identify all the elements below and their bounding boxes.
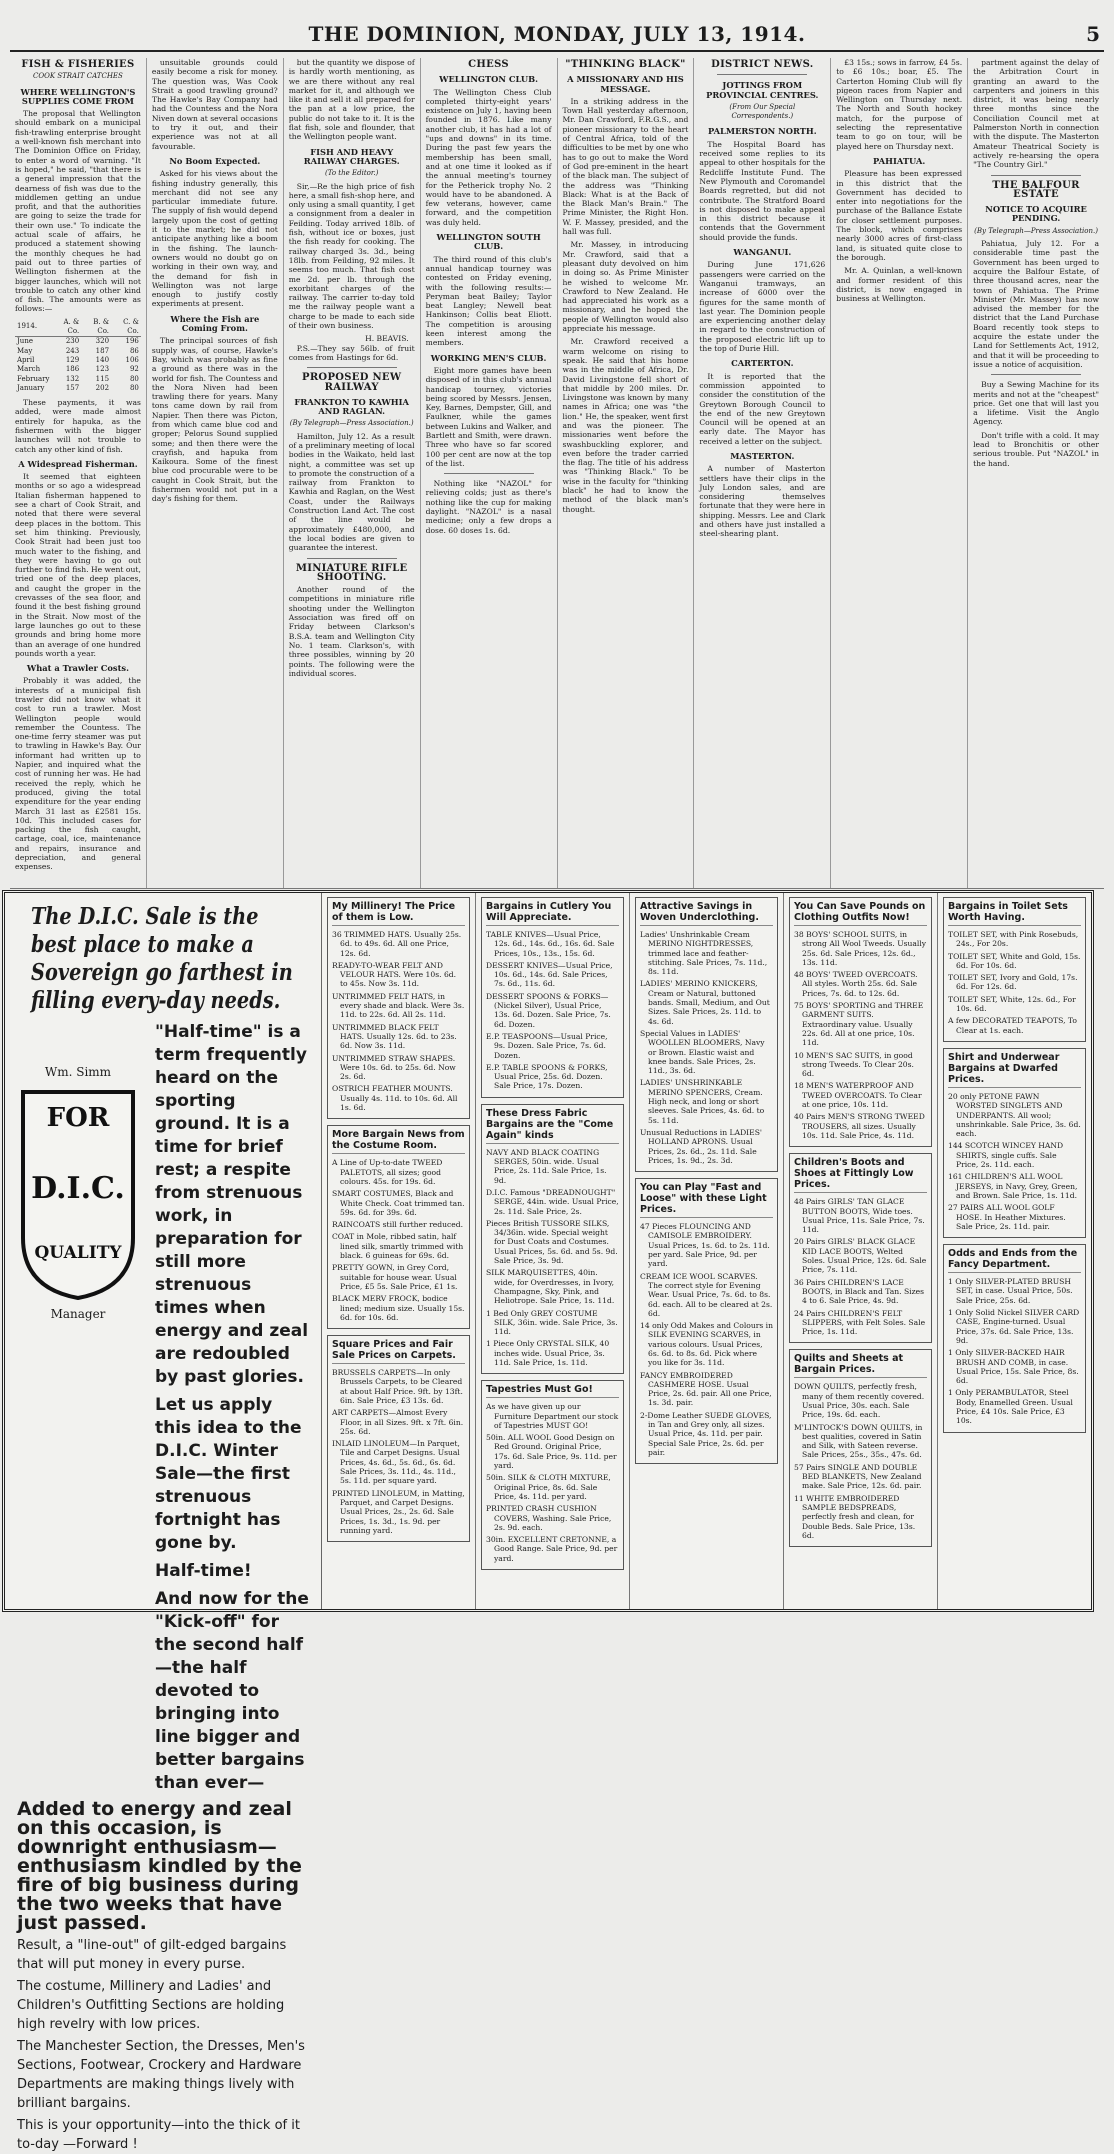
box-title: Shirt and Underwear Bargains at Dwarfed Prices. xyxy=(948,1052,1081,1088)
list-item: 57 Pairs SINGLE AND DOUBLE BED BLANKETS, New Zealand make. Sale Price, 12s. 6d. pair. xyxy=(794,1462,922,1491)
list-item: Unusual Reductions in LADIES' HOLLAND APRONS. Usual Prices, 2s. 6d., 2s. 11d. Sale Prices, 1s. 9d., 2s. 3d. xyxy=(640,1127,762,1165)
list-item: Special Values in LADIES' WOOLLEN BLOOMERS, Navy or Brown. Elastic waist and knee bands. Sale Prices, 2s. 11d., 3s. 6d. xyxy=(640,1028,765,1076)
bargain-box-tapestries xyxy=(481,1380,624,1570)
list-item: INLAID LINOLEUM—In Parquet, Tile and Carpet Designs. Usual Prices, 4s. 6d., 5s. 6d., 6s. 6d. Sale Prices, 3s. 11d., 4s. 11d., 5s. 11d. per square yard. xyxy=(332,1439,460,1486)
cheque-table xyxy=(15,318,141,393)
box-title: Quilts and Sheets at Bargain Prices. xyxy=(794,1353,927,1378)
list-item: 75 BOYS' SPORTING and THREE GARMENT SUITS. Extraordinary value. Usually 22s. 6d. All at one price, 10s. 11d. xyxy=(794,1001,924,1048)
list-item: TABLE KNIVES—Usual Price, 12s. 6d., 14s. 6d., 16s. 6d. Sale Prices, 10s., 13s., 15s. 6d. xyxy=(486,930,615,958)
list-item: 50in. SILK & CLOTH MIXTURE, Original Price, 8s. 6d. Sale Price, 4s. 11d. per yard. xyxy=(486,1473,611,1501)
column-2 xyxy=(147,58,284,888)
paragraph: Mr. A. Quinlan, a well-known and former resident of this district, is now engaged in business at Wellington. xyxy=(836,266,963,304)
list-item: 1 Piece Only CRYSTAL SILK, 40 inches wide. Usual Price, 3s. 11d. Sale Price, 1s. 11d. xyxy=(486,1339,610,1367)
paragraph: The proposal that Wellington should embark on a municipal fish-trawling enterprise brought a well-known fish merchant into The Dominion Office on Friday, to enter a word of warning. "It is hoped," he said, "that there is a general impression that the dearness of fish was due to the middlemen getting an undue profit, and that the authorities are going to seize the trade for their own use." To indicate the actual scale of affairs, he produced a statement showing the monthly cheques he had paid out to three parties of Wellington fishermen at the bigger launches, which will not trouble to catch any other kind of fish. The amounts were as follows:— xyxy=(15,109,141,314)
headline: MINIATURE RIFLE SHOOTING. xyxy=(295,562,408,583)
page-number: 5 xyxy=(1086,22,1100,46)
column-3 xyxy=(284,58,421,888)
list-item: 30in. EXCELLENT CRETONNE, a Good Range. Sale Price, 9d. per yard. xyxy=(486,1535,618,1563)
box-title: You can Play "Fast and Loose" with these Light Prices. xyxy=(640,1182,773,1218)
bargain-column-1 xyxy=(322,893,476,1609)
bargain-columns xyxy=(322,893,1091,1609)
paragraph: During June 171,626 passengers were carried on the Wanganui tramways, an increase of 6000 over the figures for the same month of last year. The Dominion people are experiencing another delay in regard to the construction of the proposed electric lift up to the top of Durie Hill. xyxy=(699,260,826,354)
promo-body xyxy=(155,1021,309,1795)
list-item: TOILET SET, White, 12s. 6d., For 10s. 6d. xyxy=(948,994,1076,1014)
list-item: OSTRICH FEATHER MOUNTS. Usually 4s. 11d. to 10s. 6d. All 1s. 6d. xyxy=(332,1084,458,1113)
headline: DISTRICT NEWS. xyxy=(711,59,814,70)
column-7 xyxy=(831,58,968,888)
byline: (To the Editor.) xyxy=(325,169,379,178)
subheading: What a Trawler Costs. xyxy=(26,663,129,674)
list-item: 18 MEN'S WATERPROOF AND TWEED OVERCOATS. To Clear at one price, 10s. 11d. xyxy=(794,1081,922,1110)
divider xyxy=(444,473,534,474)
list-item: TOILET SET, Ivory and Gold, 17s. 6d. For 12s. 6d. xyxy=(948,973,1078,992)
subheading: A Widespread Fisherman. xyxy=(18,458,138,469)
subheading: JOTTINGS FROM PROVINCIAL CENTRES. xyxy=(706,80,819,100)
masthead xyxy=(10,6,1104,52)
logo-word-dic: D.I.C. xyxy=(31,1171,125,1206)
signature: H. BEAVIS. xyxy=(365,334,409,344)
news-columns xyxy=(10,58,1104,889)
bargain-box-shirts xyxy=(943,1048,1086,1238)
list-item: RAINCOATS still further reduced. xyxy=(332,1220,463,1230)
paragraph: £3 15s.; sows in farrow, £4 5s. to £6 10s.; boar, £5. The Carterton Homing Club will fly pigeon races from Napier and Wellington on Thursday next. The North and South hockey match, for the purpose of selecting the representative team to go on tour, will be played here on Thursday next. xyxy=(836,58,963,151)
paragraph: Asked for his views about the fishing industry generally, this merchant did not see any particular immediate future. The supply of fish would depend largely upon the cost of getting it to the market; he did not anticipate anything like a boom in the fishing. The launch-owners would no doubt go on working in their own way, and the demand for fish in Wellington was not large enough to justify costly experiments at present. xyxy=(151,169,278,309)
paragraph: Pleasure has been expressed in this district that the Government has decided to enter into negotiations for the purchase of the Ballance Estate for closer settlement purposes. The block, which comprises nearly 3000 acres of first-class land, is situated quite close to the borough. xyxy=(836,169,963,262)
list-item: 14 only Odd Makes and Colours in SILK EVENING SCARVES, in various colours. Usual Prices, 6s. 6d. to 8s. 6d. Pick where you like for 3s. 11d. xyxy=(640,1321,773,1368)
advert-paragraph: Don't trifle with a cold. It may lead to Bronchitis or other serious trouble. Put "NAZOL" in the hand. xyxy=(973,430,1099,468)
logo-word-quality: QUALITY xyxy=(34,1243,122,1263)
list-item: 20 only PETONE FAWN WORSTED SINGLETS AND UNDERPANTS. All wool; unshrinkable. Sale Price, 3s. 6d. each. xyxy=(948,1091,1081,1139)
divider xyxy=(717,74,807,75)
list-item: 27 PAIRS ALL WOOL GOLF HOSE. In Heather Mixtures. Sale Price, 2s. 11d. pair. xyxy=(948,1203,1066,1231)
bargain-column-2 xyxy=(476,893,630,1609)
list-item: 1 Only Solid Nickel SILVER CARD CASE, Engine-turned. Usual Price, 37s. 6d. Sale Price, 13s. 9d. xyxy=(948,1308,1080,1345)
bargain-column-5 xyxy=(938,893,1091,1609)
paragraph: It seemed that eighteen months or so ago a widespread Italian fisherman happened to see a chart of Cook Strait, and noted that there were several deep places in the bottom. This set him thinking. Previously, Cook Strait had been just too much water to the fishing, and they were having to go out further to find fish. He went out, tried one of the deep places, and caught the groper in the crevasses of the sea floor, and found it the best fishing ground in the Strait. Now most of the large launches go out to these grounds and bring home more than an average of one hundred pounds worth a year. xyxy=(15,472,141,658)
paragraph: Probably it was added, the interests of a municipal fish trawler did not know what it cost to run a trawler. Most Wellington people would remember the Countess. The one-time ferry steamer was put to trawling in Hawke's Bay. Our informant had written up to Napier, and inquired what the cost of running her was. He had received the reply, which he produced, giving the total expenditure for the year ending March 31 last as £2581 15s. 10d. This included cases for packing the fish caught, cartage, coal, ice, maintenance and repairs, insurance and depreciation, and general expenses. xyxy=(15,676,141,872)
subheading: CARTERTON. xyxy=(731,358,794,369)
column-6 xyxy=(694,58,831,888)
paragraph: Hamilton, July 12. As a result of a preliminary meeting of local bodies in the Waikato, held last night, a committee was set up to promote the construction of a railway from Frankton to Kawhia and Raglan, on the West Coast, under the Railways Construction Land Act. The cost of the line would be approximately £480,000, and the local bodies are given to guarantee the interest. xyxy=(288,431,415,553)
paragraph: Another round of the competitions in miniature rifle shooting under the Wellington Association was fired off on Friday between Clarkson's B.S.A. team and Wellington City No. 1 team. Clarkson's, with three possibles, winning by 20 points. The following were the individual scores. xyxy=(288,585,415,678)
subheading: NOTICE TO ACQUIRE PENDING. xyxy=(985,204,1087,224)
paragraph: A number of Masterton settlers have their clips in the July London sales, and are considering themselves fortunate that they were here in shipping. Messrs. Lee and Clark and others have just installed a steel-shearing plant. xyxy=(699,464,826,539)
paragraph: The Wellington Chess Club completed thirty-eight years' existence on July 1, having been founded in 1876. Like many another club, it has had a lot of "ups and downs" in its time. During the past few years the membership has been small, and at one time it looked as if the annual meeting's tourney for the Petherick trophy No. 2 would have to be abandoned. A few veterans, however, came forward, and the competition was duly held. xyxy=(425,87,552,227)
subheading: WHERE WELLINGTON'S SUPPLIES COME FROM xyxy=(20,86,136,106)
list-item: DESSERT KNIVES—Usual Price, 10s. 6d., 14s. 6d. Sale Prices, 7s. 6d., 11s. 6d. xyxy=(486,960,613,989)
list-item: 10 MEN'S SAC SUITS, in good strong Tweeds. To Clear 20s. 6d. xyxy=(794,1050,914,1079)
bargain-box-quilts xyxy=(789,1349,932,1547)
bargain-column-3 xyxy=(630,893,784,1609)
paragraph: unsuitable grounds could easily become a risk for money. The question was, Was Cook Strait a good trawling ground? The Hawke's Bay Company had had the Countess and the Nora Niven down at several occasions to try it out, and their experience was not at all favourable. xyxy=(151,58,278,151)
bargain-box-fancy-department xyxy=(943,1244,1086,1432)
paragraph: It is reported that the commission appointed to consider the constitution of the Greytown Borough Council to the end of the new Greytown Council will be opened at an early date. The Mayor has received a letter on the subject. xyxy=(699,371,826,446)
table-header-row: 1914. A. & Co. B. & Co. C. & Co. xyxy=(17,317,139,336)
dic-quality-shield-logo xyxy=(19,1088,137,1302)
box-title: Bargains in Toilet Sets Worth Having. xyxy=(948,901,1081,926)
box-title: My Millinery! The Price of them is Low. xyxy=(332,901,465,926)
list-item: 2-Dome Leather SUEDE GLOVES, in Tan and Grey only, all sizes. Usual Price, 4s. 11d. per pair. Special Sale Price, 2s. 6d. per pair. xyxy=(640,1410,772,1457)
column-4 xyxy=(421,58,558,888)
paragraph: partment against the delay of the Arbitration Court in granting an award to the carpenters and joiners in this district, it was being nearly three months since the Conciliation Council met at Palmerston North in connection with the dispute. The Masterton Amateur Theatrical Society is actively re-hearsing the opera "The Country Girl." xyxy=(973,58,1099,170)
bargain-box-clothing xyxy=(789,897,932,1147)
headline: PROPOSED NEW RAILWAY xyxy=(302,372,402,393)
list-item: SMART COSTUMES, Black and White Check. Coat trimmed tan. 59s. 6d. for 39s. 6d. xyxy=(332,1189,465,1217)
list-item: TOILET SET, White and Gold, 15s. 6d. For 10s. 6d. xyxy=(948,951,1081,970)
paragraph: These payments, it was added, were made almost entirely for hapuka, as the fishermen with the bigger launches will not trouble to catch any other kind of fish. xyxy=(15,398,141,454)
bargain-box-toilet-sets xyxy=(943,897,1086,1042)
byline: (From Our Special Correspondents.) xyxy=(729,102,796,121)
promo-text: "Half-time" is a term frequently heard on the sporting ground. It is a time for brief rest; a respite from strenuous work, in preparation for still more strenuous times when energy and zeal are redoubled by past glories. xyxy=(155,1022,309,1387)
divider xyxy=(307,558,397,559)
divider xyxy=(991,175,1081,176)
subheading: WELLINGTON CLUB. xyxy=(439,74,538,85)
box-title: Square Prices and Fair Sale Prices on Carpets. xyxy=(332,1339,465,1364)
subheading: PALMERSTON NORTH. xyxy=(707,126,817,137)
bargain-box-dress-fabrics xyxy=(481,1104,624,1375)
masthead-title: THE DOMINION, MONDAY, JULY 13, 1914. xyxy=(308,22,806,46)
subheading: Where the Fish are Coming From. xyxy=(170,313,260,334)
list-item: READY-TO-WEAR FELT AND VELOUR HATS. Were 10s. 6d. to 45s. Now 3s. 11d. xyxy=(332,960,457,989)
subheading: FISH AND HEAVY RAILWAY CHARGES. xyxy=(303,146,400,166)
paragraph: Mr. Massey, in introducing Mr. Crawford, said that a pleasant duty devolved on him in doing so. As Prime Minister he wished to welcome Mr. Crawford to New Zealand. He had appreciated his work as a missionary, and he hoped the people of Wellington would also appreciate his message. xyxy=(562,240,689,334)
bargain-box-carpets xyxy=(327,1335,470,1542)
list-item: UNTRIMMED STRAW SHAPES. Were 10s. 6d. to 25s. 6d. Now 2s. 6d. xyxy=(332,1053,456,1082)
bargain-box-light-prices xyxy=(635,1178,778,1464)
list-item: PRETTY GOWN, in Grey Cord, suitable for house wear. Usual Price, £5 5s. Sale Price, £1 1s. xyxy=(332,1263,458,1291)
list-item: UNTRIMMED FELT HATS, in every shade and black. Were 3s. 11d. to 22s. 6d. All 2s. 11d. xyxy=(332,991,465,1020)
list-item: BRUSSELS CARPETS—In only Brussels Carpets, to be Cleared at about Half Price. 9ft. by 13ft. 6in. Sale Price, £3 13s. 6d. xyxy=(332,1368,463,1405)
list-item: LADIES' UNSHRINKABLE MERINO SPENCERS, Cream. High neck, and long or short sleeves. Sale Prices, 4s. 6d. to 5s. 11d. xyxy=(640,1078,765,1125)
list-item: 36 TRIMMED HATS. Usually 25s. 6d. to 49s. 6d. All one Price, 12s. 6d. xyxy=(332,930,462,958)
promo-text: Result, a "line-out" of gilt-edged bargains that will put money in every purse. xyxy=(17,1938,287,1972)
promo-text: Let us apply this idea to the D.I.C. Winter Sale—the first strenuous fortnight has gone by. xyxy=(155,1395,302,1553)
logo-role: Manager xyxy=(50,1307,106,1321)
table-row: June 230 320 196 xyxy=(17,337,139,346)
divider xyxy=(307,367,397,368)
byline: (By Telegraph—Press Association.) xyxy=(974,226,1098,235)
paragraph: Pahiatua, July 12. For a considerable time past the Government has been urged to acquire the Balfour Estate, of three thousand acres, near the town of Pahiatua. The Prime Minister (Mr. Massey) has now advised the member for the district that the Land Purchase Board recently took steps to acquire the estate under the Land for Settlements Act, 1912, and that it will be proceeding to issue a notice of acquisition. xyxy=(973,239,1099,369)
promo-text: And now for the "Kick-off" for the second half—the half devoted to bringing into line bigger and better bargains than ever— xyxy=(155,1589,309,1793)
box-title: Bargains in Cutlery You Will Appreciate. xyxy=(486,901,619,926)
list-item: CREAM ICE WOOL SCARVES. The correct style for Evening Wear. Usual Price, 7s. 6d. to 8s. 6d. each. All to be cleared at 2s. 6d. xyxy=(640,1271,773,1318)
table-row: May 243 187 86 xyxy=(17,346,139,355)
logo-name: Wm. Simm xyxy=(44,1065,112,1079)
list-item: COAT in Mole, ribbed satin, half lined silk, smartly trimmed with black. 6 guineas for 69s. 6d. xyxy=(332,1232,464,1261)
promo-text: Added to energy and zeal on this occasion, is downright enthusiasm—enthusiasm kindled by the fire of big business during the two weeks that have just passed. xyxy=(17,1798,302,1934)
table-row: April 129 140 106 xyxy=(17,355,139,364)
list-item: 48 Pairs GIRLS' TAN GLACE BUTTON BOOTS, Wide toes. Usual Price, 11s. Sale Price, 7s. 11d. xyxy=(794,1197,925,1235)
list-item: 1 Bed Only GREY COSTUME SILK, 36in. wide. Sale Price, 3s. 11d. xyxy=(486,1308,618,1337)
list-item: 36 Pairs CHILDREN'S LACE BOOTS, in Black and Tan. Sizes 4 to 6. Sale Price, 4s. 9d. xyxy=(794,1277,924,1306)
list-item: 1 Only SILVER-PLATED BRUSH SET, in case. Usual Price, 50s. Sale Price, 25s. 6d. xyxy=(948,1277,1073,1305)
column-5 xyxy=(558,58,695,888)
list-item: 161 CHILDREN'S ALL WOOL JERSEYS, in Navy, Grey, Green, and Brown. Sale Price, 1s. 11d. xyxy=(948,1172,1078,1200)
list-item: D.I.C. Famous "DREADNOUGHT" SERGE, 44in. wide. Usual Price, 2s. 11d. Sale Price, 2s. xyxy=(486,1187,619,1216)
promo-text: The Manchester Section, the Dresses, Men's Sections, Footwear, Crockery and Hardware Departments are making things lively with brilliant bargains. xyxy=(17,2039,305,2111)
list-item: 47 Pieces FLOUNCING AND CAMISOLE EMBROIDERY. Usual Prices, 1s. 6d. to 2s. 11d. per yard. Sale Price, 9d. per yard. xyxy=(640,1222,770,1269)
subheading: FRANKTON TO KAWHIA AND RAGLAN. xyxy=(294,396,409,417)
box-title: These Dress Fabric Bargains are the "Come Again" kinds xyxy=(486,1108,619,1144)
list-item: ART CARPETS—Almost Every Floor, in all Sizes. 9ft. x 7ft. 6in. 25s. 6d. xyxy=(332,1408,464,1436)
ad-headline: The D.I.C. Sale is the best place to make a Sovereign go farthest in filling every-day needs. xyxy=(31,903,293,1014)
box-title: Tapestries Must Go! xyxy=(486,1384,619,1398)
list-item: 144 SCOTCH WINCEY HAND SHIRTS, single cuffs. Sale Price, 2s. 11d. each. xyxy=(948,1141,1064,1170)
paragraph: but the quantity we dispose of is hardly worth mentioning, as we are there without any real market for it, and although we like it and sell it all prepared for the pan at a low price, the public do not take to it. It is the flat fish, sole and flounder, that the Wellington people want. xyxy=(288,58,415,142)
list-item: BLACK MERV FROCK, bodice lined; medium size. Usually 15s. 6d. for 10s. 6d. xyxy=(332,1294,465,1322)
box-title: Odds and Ends from the Fancy Department. xyxy=(948,1248,1081,1273)
list-item: 50in. ALL WOOL Good Design on Red Ground. Original Price, 17s. 6d. Sale Price, 9s. 11d. per yard. xyxy=(486,1433,617,1471)
headline: FISH & FISHERIES xyxy=(21,59,135,70)
bargain-box-millinery xyxy=(327,897,470,1119)
list-item: As we have given up our Furniture Department our stock of Tapestries MUST GO! xyxy=(486,1402,619,1430)
divider xyxy=(991,374,1081,375)
list-item: FANCY EMBROIDERED CASHMERE HOSE. Usual Price, 2s. 6d. pair. All one Price, 1s. 3d. pair. xyxy=(640,1370,772,1408)
table-row: February 132 115 80 xyxy=(17,374,139,383)
subheading: WANGANUI. xyxy=(733,247,792,258)
bargain-box-cutlery xyxy=(481,897,624,1098)
list-item: UNTRIMMED BLACK FELT HATS. Usually 12s. 6d. to 23s. 6d. Now 3s. 11d. xyxy=(332,1022,457,1051)
list-item: Ladies' Unshrinkable Cream MERINO NIGHTDRESSES, trimmed lace and feather-stitching. Sale Prices, 7s. 11d., 8s. 11d. xyxy=(640,930,768,977)
logo-word-for: FOR xyxy=(46,1103,110,1133)
column-8 xyxy=(968,58,1104,888)
box-title: Children's Boots and Shoes at Fittingly Low Prices. xyxy=(794,1157,927,1193)
list-item: 11 WHITE EMBROIDERED SAMPLE BEDSPREADS, perfectly fresh and clean, for Double Beds. Sale Price, 13s. 6d. xyxy=(794,1493,916,1540)
list-item: A few DECORATED TEAPOTS, To Clear at 1s. each. xyxy=(948,1016,1077,1035)
table-row: January 157 202 80 xyxy=(17,383,139,392)
subheading: WORKING MEN'S CLUB. xyxy=(430,352,547,363)
subheading: MASTERTON. xyxy=(730,450,795,461)
list-item: 20 Pairs GIRLS' BLACK GLACE KID LACE BOOTS, Welted Soles. Usual Price, 12s. 6d. Sale Price, 7s. 11d. xyxy=(794,1237,927,1275)
dic-sale-advertisement xyxy=(2,890,1094,2152)
list-item: Pieces British TUSSORE SILKS, 34/36in. wide. Special weight for Dust Coats and Costumes. Usual Prices, 5s. 6d. and 5s. 9d. Sale Price, 3s. 9d. xyxy=(486,1218,618,1266)
list-item: 40 Pairs MEN'S STRONG TWEED TROUSERS, all sizes. Usually 10s. 11d. Sale Price, 4s. 11d. xyxy=(794,1112,925,1140)
subheading: A MISSIONARY AND HIS MESSAGE. xyxy=(567,74,684,94)
list-item: A Line of Up-to-date TWEED PALETOTS, all sizes; good colours. 45s. for 19s. 6d. xyxy=(332,1158,443,1186)
promo-tail xyxy=(17,1800,309,2154)
table-row: March 186 123 92 xyxy=(17,365,139,374)
list-item: E.P. TEASPOONS—Usual Price, 9s. Dozen. Sale Price, 7s. 6d. Dozen. xyxy=(486,1031,608,1060)
paragraph: Eight more games have been disposed of in this club's annual handicap tourney, victories being scored by Messrs. Jensen, Key, Barnes, Dempster, Gill, and Faulkner, while the games between Lukins and Walker, and Bartlett and Smith, were drawn. Three who have so far scored 100 per cent are now at the top of the list. xyxy=(425,365,552,468)
box-title: Attractive Savings in Woven Underclothing. xyxy=(640,901,773,926)
subheading: COOK STRAIT CATCHES xyxy=(33,72,123,81)
list-item: 48 BOYS' TWEED OVERCOATS. All styles. Worth 25s. 6d. Sale Prices, 7s. 6d. to 12s. 6d. xyxy=(794,970,918,998)
paragraph: In a striking address in the Town Hall yesterday afternoon, Mr. Dan Crawford, F.R.G.S., and pioneer missionary to the heart of Central Africa, told of the difficulties to be met by one who has to go out to make the Word of God pre-eminent in the heart of the black man. The subject of the address was "Thinking Black: What is at the Back of the Black Man's Brain." The Prime Minister, the Right Hon. W. F. Massey, presided, and the hall was full. xyxy=(562,96,689,237)
promo-text: Half-time! xyxy=(155,1561,252,1581)
advert-paragraph: Nothing like "NAZOL" for relieving colds; just as there's nothing like the cup for making daylight. "NAZOL" is a nasal medicine; only a few drops a dose. 60 doses 1s. 6d. xyxy=(425,479,552,535)
headline: CHESS xyxy=(468,59,509,70)
promo-text: The costume, Millinery and Ladies' and Children's Outfitting Sections are holding high revelry with low prices. xyxy=(17,1979,285,2032)
box-title: More Bargain News from the Costume Room. xyxy=(332,1129,465,1154)
byline: (By Telegraph—Press Association.) xyxy=(289,419,414,428)
list-item: SILK MARQUISETTES, 40in. wide, for Overdresses, in Ivory, Champagne, Sky, Pink, and Heliotrope. Sale Price, 1s. 11d. xyxy=(486,1268,615,1306)
bargain-box-costumes xyxy=(327,1125,470,1329)
list-item: DESSERT SPOONS & FORKS—(Nickel Silver), Usual Price, 13s. 6d. Dozen. Sale Price, 7s. 6d. Dozen. xyxy=(486,991,611,1029)
subheading: PAHIATUA. xyxy=(873,155,926,166)
list-item: M'LINTOCK'S DOWN QUILTS, in best qualities, covered in Satin and Silk, with Sateen reverse. Sale Prices, 25s., 35s., 47s. 6d. xyxy=(794,1422,923,1460)
headline: "THINKING BLACK" xyxy=(565,59,686,70)
box-title: You Can Save Pounds on Clothing Outfits Now! xyxy=(794,901,927,926)
list-item: TOILET SET, with Pink Rosebuds, 24s., For 20s. xyxy=(948,930,1079,949)
paragraph: The principal sources of fish supply was, of course, Hawke's Bay, which was probably as fine a ground as there was in the world for fish. The Countess and the Nora Niven had been trawling there for years. Many tons came down by rail from Napier. Then there was Picton, from which came blue cod and groper; Pelorus Sound supplied some; and then there were the crayfish, and hapuka from Kaikoura. Some of the finest blue cod procurable were to be caught in Cook Strait, but the fishermen would not put in a day's fishing for them. xyxy=(151,336,278,504)
list-item: 1 Only PERAMBULATOR, Steel Body, Enamelled Green. Usual Price, £4 10s. Sale Price, £3 10s. xyxy=(948,1388,1073,1426)
paragraph: Sir,—Re the high price of fish here, a small fish-shop here, and only using a small quantity, I get a consignment from a dealer in Feilding. Today arrived 18lb. of fish, without ice or boxes, just the fish ready for cooking. The railway charged 3s. 3d., being 18lb. from Feilding, 92 miles. It seems too much. That fish cost me 2d. per lb. through the exorbitant charges of the railway. The carrier to-day told me the railway people want a charge to be made to each side of their own business. xyxy=(288,181,415,331)
promo-panel xyxy=(5,893,322,2152)
advert-paragraph: Buy a Sewing Machine for its merits and not at the "cheapest" price. Get one that will last you a lifetime. Visit the Anglo Agency. xyxy=(973,380,1099,427)
bargain-box-underclothing xyxy=(635,897,778,1172)
list-item: PRINTED CRASH CUSHION COVERS, Washing. Sale Price, 2s. 9d. each. xyxy=(486,1504,612,1532)
list-item: PRINTED LINOLEUM, in Matting, Parquet, and Carpet Designs. Usual Prices, 2s., 2s. 6d. Sale Prices, 1s. 3d., 1s. 9d. per running yard. xyxy=(332,1488,465,1535)
subheading: No Boom Expected. xyxy=(169,155,261,166)
paragraph: The third round of this club's annual handicap tourney was contested on Friday evening, with the following results:— Peryman beat Bailey; Taylor beat Langley; Newell beat Hankinson; Collis beat Eliott. The competition is arousing keen interest among the members. xyxy=(425,254,552,348)
list-item: 38 BOYS' SCHOOL SUITS, in strong All Wool Tweeds. Usually 25s. 6d. Sale Prices, 12s. 6d., 13s. 11d. xyxy=(794,930,927,967)
promo-text: This is your opportunity—into the thick of it to-day —Forward ! xyxy=(17,2118,300,2152)
column-1 xyxy=(10,58,147,888)
list-item: E.P. TABLE SPOONS & FORKS, Usual Price, 25s. 6d. Dozen. Sale Price, 17s. Dozen. xyxy=(486,1062,608,1091)
list-item: LADIES' MERINO KNICKERS, Cream or Natural, buttoned bands. Small, Medium, and Out Sizes. Sale Prices, 2s. 11d. to 4s. 6d. xyxy=(640,979,770,1026)
list-item: 24 Pairs CHILDREN'S FELT SLIPPERS, with Felt Soles. Sale Price, 1s. 11d. xyxy=(794,1308,926,1337)
list-item: DOWN QUILTS, perfectly fresh, many of them recently covered. Usual Price, 30s. each. Sale Price, 19s. 6d. each. xyxy=(794,1382,925,1420)
paragraph: Mr. Crawford received a warm welcome on rising to speak. He said that his home was in the middle of Africa, Dr. David Livingstone fell short of that middle by 200 miles. Dr. Livingstone was known by many names in Africa; one was "the lion." He, the speaker, went first and was the pioneer. The missionaries went before the swashbuckling explorer, and even before the trader carried the flag. The title of his address was "Thinking Black." To be wise in the faculty for "thinking black" he had to know the method of the black man's thought. xyxy=(562,337,689,514)
subheading: WELLINGTON SOUTH CLUB. xyxy=(436,232,541,252)
paragraph: The Hospital Board has received some replies to its appeal to other hospitals for the Redcliffe Institute Fund. The New Plymouth and Coromandel Boards regretted, but did not contribute. The Stratford Board is not disposed to make appeal in this district because it contends that the Government should provide the funds. xyxy=(699,139,826,242)
headline: THE BALFOUR ESTATE xyxy=(992,179,1080,200)
bargain-box-children-boots xyxy=(789,1153,932,1343)
paragraph: P.S.—They say 56lb. of fruit comes from Hastings for 6d. xyxy=(288,343,415,362)
list-item: 1 Only SILVER-BACKED HAIR BRUSH AND COMB, in case. Usual Price, 15s. Sale Price, 8s. 6d. xyxy=(948,1348,1079,1386)
bargain-column-4 xyxy=(784,893,938,1609)
list-item: NAVY AND BLACK COATING SERGES, 50in. wide. Usual Price, 2s. 11d. Sale Price, 1s. 9d. xyxy=(486,1147,607,1185)
